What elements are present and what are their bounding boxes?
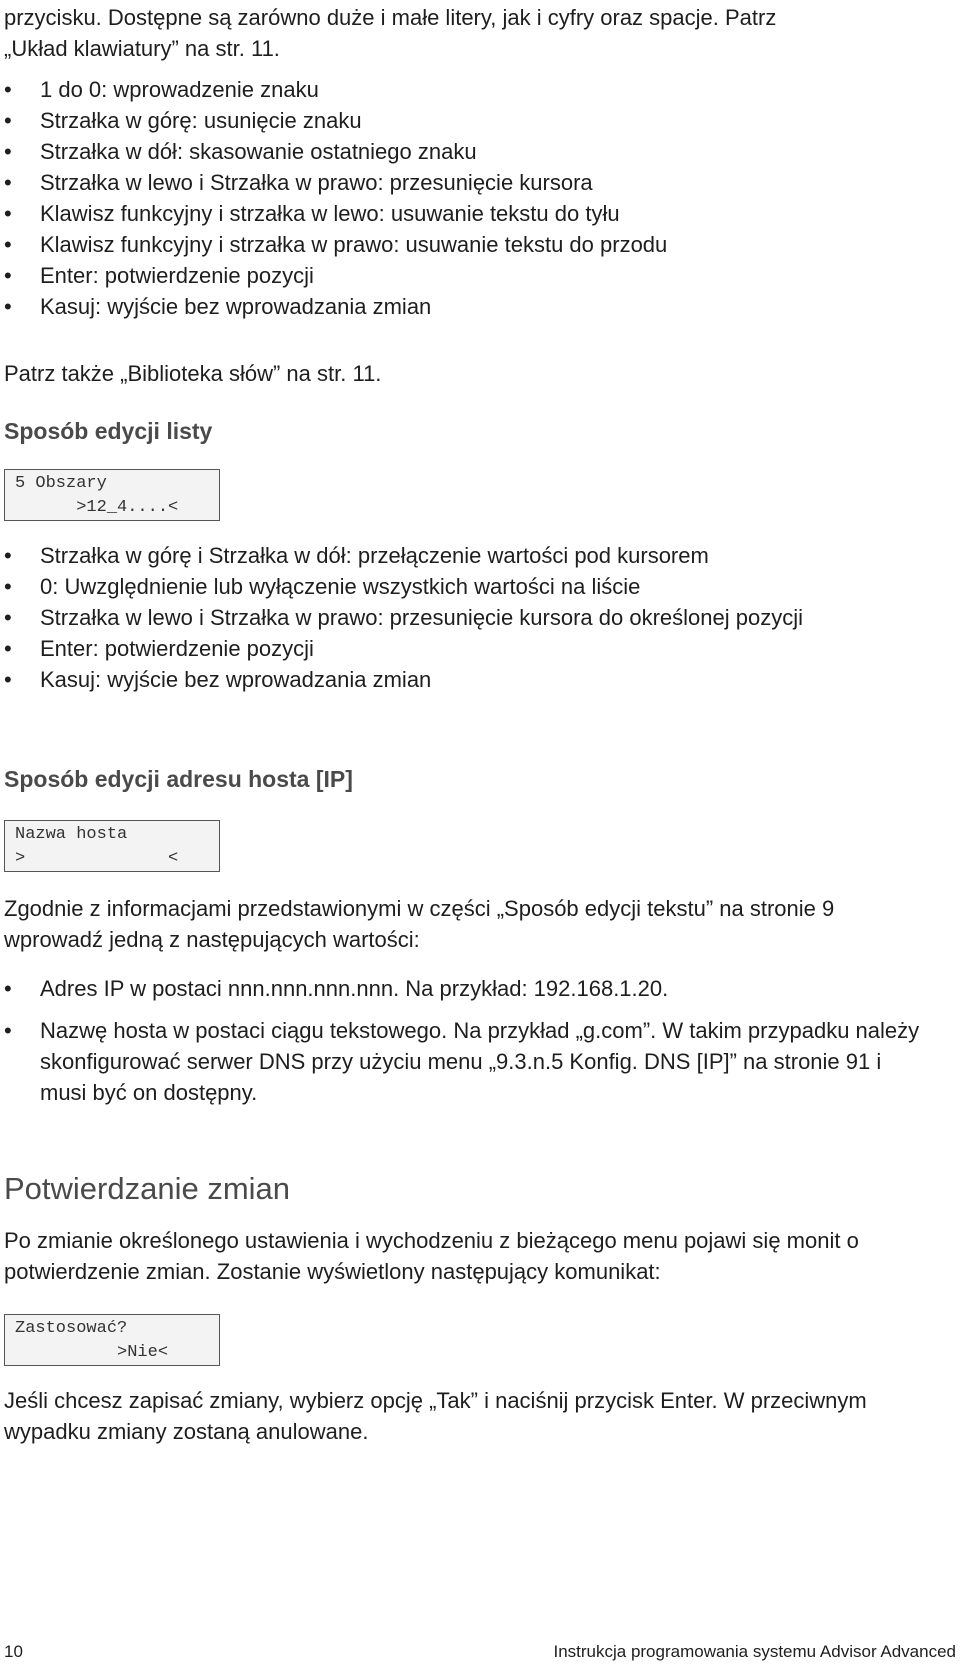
list-item: • Enter: potwierdzenie pozycji	[0, 260, 920, 291]
intro-line-2: „Układ klawiatury” na str. 11.	[4, 36, 280, 61]
list-item: • Strzałka w dół: skasowanie ostatniego znaku	[0, 136, 920, 167]
bullet-icon: •	[4, 263, 12, 288]
intro-paragraph	[4, 2, 904, 64]
bullet-icon: •	[4, 1018, 12, 1043]
lcd-line-1: 5 Obszary	[15, 474, 107, 493]
lcd-line-1: Nazwa hosta	[15, 825, 128, 844]
lcd-line-1: Zastosować?	[15, 1319, 128, 1338]
bullet-icon: •	[4, 543, 12, 568]
lcd-line-2: >12_4....<	[15, 498, 179, 517]
confirm-heading: Potwierdzanie zmian	[4, 1171, 291, 1206]
list-item: • Nazwę hosta w postaci ciągu tekstowego. Na przykład „g.com”. W takim przypadku należy skonfigurować serwer DNS przy użyciu menu „9.3.n.5 Konfig. DNS [IP]” na stronie 91 i musi być on dostępny.	[0, 1015, 920, 1108]
bullet-icon: •	[4, 108, 12, 133]
host-edit-text: Zgodnie z informacjami przedstawionymi w części „Sposób edycji tekstu” na stronie 9 wprowadź jedną z następujących wartości:	[4, 896, 835, 952]
bullet-icon: •	[4, 636, 12, 661]
list-item: • Klawisz funkcyjny i strzałka w lewo: usuwanie tekstu do tyłu	[0, 198, 920, 229]
bullet-icon: •	[4, 77, 12, 102]
list-item: • Kasuj: wyjście bez wprowadzania zmian	[0, 664, 920, 695]
page-number: 10	[4, 1642, 23, 1661]
list-item: • 1 do 0: wprowadzenie znaku	[0, 74, 920, 105]
list-edit-heading: Sposób edycji listy	[4, 418, 213, 444]
intro-line-1: przycisku. Dostępne są zarówno duże i małe litery, jak i cyfry oraz spacje. Patrz	[4, 5, 777, 30]
footer-title: Instrukcja programowania systemu Advisor Advanced	[553, 1642, 956, 1661]
see-also-text: Patrz także „Biblioteka słów” na str. 11.	[4, 361, 382, 386]
lcd-display-confirm	[4, 1314, 220, 1366]
confirm-after-text: Jeśli chcesz zapisać zmiany, wybierz opcję „Tak” i naciśnij przycisk Enter. W przeciwnym wypadku zmiany zostaną anulowane.	[4, 1388, 867, 1444]
list-edit-keys	[0, 540, 920, 695]
bullet-icon: •	[4, 232, 12, 257]
host-edit-heading: Sposób edycji adresu hosta [IP]	[4, 766, 353, 792]
list-item: • Strzałka w górę: usunięcie znaku	[0, 105, 920, 136]
list-item: • Kasuj: wyjście bez wprowadzania zmian	[0, 291, 920, 322]
host-edit-options	[0, 973, 920, 1119]
text-keys-list	[0, 74, 920, 322]
list-item: • 0: Uwzględnienie lub wyłączenie wszystkich wartości na liście	[0, 571, 920, 602]
bullet-icon: •	[4, 605, 12, 630]
bullet-icon: •	[4, 667, 12, 692]
bullet-icon: •	[4, 201, 12, 226]
confirm-text: Po zmianie określonego ustawienia i wychodzeniu z bieżącego menu pojawi się monit o potwierdzenie zmian. Zostanie wyświetlony następujący komunikat:	[4, 1228, 859, 1284]
list-item: • Enter: potwierdzenie pozycji	[0, 633, 920, 664]
bullet-icon: •	[4, 294, 12, 319]
list-item: • Strzałka w lewo i Strzałka w prawo: przesunięcie kursora	[0, 167, 920, 198]
bullet-icon: •	[4, 976, 12, 1001]
list-item: • Strzałka w lewo i Strzałka w prawo: przesunięcie kursora do określonej pozycji	[0, 602, 920, 633]
bullet-icon: •	[4, 170, 12, 195]
list-item: • Klawisz funkcyjny i strzałka w prawo: usuwanie tekstu do przodu	[0, 229, 920, 260]
lcd-line-2: > <	[15, 849, 179, 868]
lcd-display-host	[4, 820, 220, 872]
bullet-icon: •	[4, 139, 12, 164]
list-item: • Strzałka w górę i Strzałka w dół: przełączenie wartości pod kursorem	[0, 540, 920, 571]
bullet-icon: •	[4, 574, 12, 599]
lcd-display-list	[4, 469, 220, 521]
list-item: • Adres IP w postaci nnn.nnn.nnn.nnn. Na przykład: 192.168.1.20.	[0, 973, 920, 1004]
lcd-line-2: >Nie<	[15, 1343, 169, 1362]
